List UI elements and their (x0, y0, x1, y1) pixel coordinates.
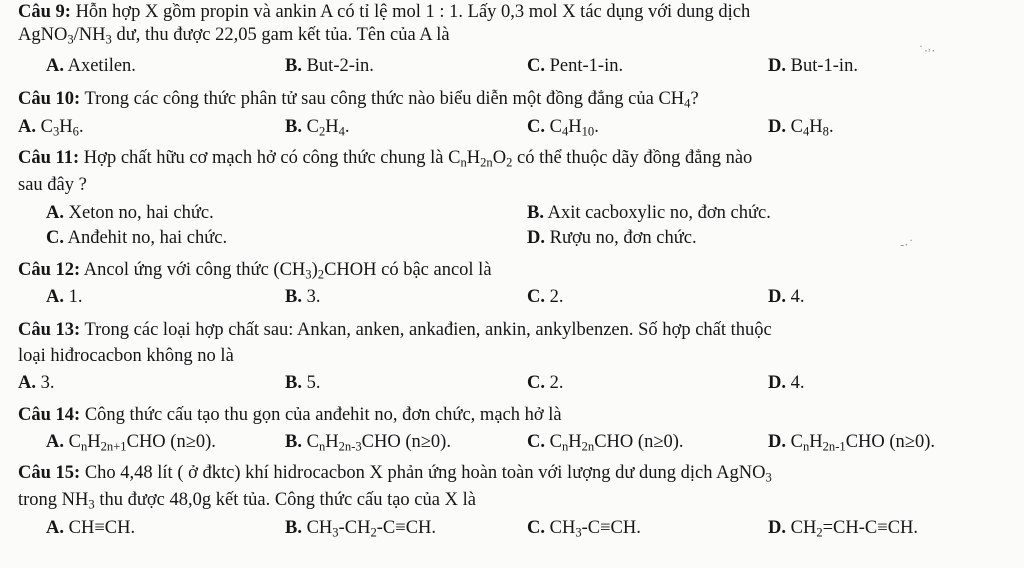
question-15-tag: Câu 15: (18, 463, 81, 483)
question-11-option-c: C. Anđehit no, hai chức. (46, 228, 228, 248)
question-13-option-c: C. 2. (527, 373, 564, 393)
question-12-tag: Câu 12: (18, 260, 81, 280)
question-15-line-1: Câu 15: Cho 4,48 lít ( ở đktc) khí hidrocacbon X phản ứng hoàn toàn với lượng dư dung dịch AgNO$_3$ (18, 463, 772, 485)
question-13-option-b: B. 5. (285, 373, 321, 393)
question-15-option-a: A. CH≡CH. (46, 518, 136, 538)
scan-mark: ‐·˙ (900, 238, 915, 252)
question-11-tag: Câu 11: (18, 148, 80, 168)
question-11-option-d: D. Rượu no, đơn chức. (527, 228, 697, 248)
question-13-tag: Câu 13: (18, 320, 81, 340)
question-12-option-a: A. 1. (46, 287, 83, 307)
question-13-line-2: loại hiđrocacbon không no là (18, 346, 234, 366)
question-15-option-b: B. $CH_3-CH_2-C\equiv CH$. (285, 518, 437, 540)
question-15-option-c: C. $CH_3-C\equiv CH$. (527, 518, 641, 540)
question-13-line-1: Câu 13: Trong các loại hợp chất sau: Ankan, anken, ankađien, ankin, ankylbenzen. Số hợp chất thuộc (18, 320, 772, 340)
question-9-option-d: D. But-1-in. (768, 56, 858, 76)
question-10-tag: Câu 10: (18, 89, 81, 109)
question-14-option-c: C. $C_nH_{2n}CHO$ (n≥0). (527, 432, 684, 454)
question-14-option-a: A. $C_nH_{2n+1}CHO$ (n≥0). (46, 432, 216, 454)
scan-mark: ˙·˒· (918, 44, 936, 58)
question-15-option-d: D. $CH_2=CH-C\equiv CH$. (768, 518, 919, 540)
question-14-option-d: D. $C_nH_{2n-1}CHO$ (n≥0). (768, 432, 935, 454)
question-12-option-d: D. 4. (768, 287, 805, 307)
question-10-option-b: B. $C_2H_4$. (285, 117, 350, 139)
question-11-line-2: sau đây ? (18, 175, 87, 195)
question-12-option-b: B. 3. (285, 287, 321, 307)
question-14-option-b: B. $C_nH_{2n-3}CHO$ (n≥0). (285, 432, 451, 454)
question-11-option-a: A. Xeton no, hai chức. (46, 203, 214, 223)
question-10-option-d: D. $C_4H_8$. (768, 117, 834, 139)
question-9-line-2: $AgNO_3/NH_3$ dư, thu được 22,05 gam kết tủa. Tên của A là (18, 25, 450, 47)
question-9-stem: Hỗn hợp X gồm propin và ankin A có tỉ lệ mol 1 : 1. Lấy 0,3 mol X tác dụng với dung dịch (75, 2, 751, 22)
question-13-option-d: D. 4. (768, 373, 805, 393)
question-15-line-2: trong $NH_3$ thu được 48,0g kết tủa. Công thức cấu tạo của X là (18, 490, 476, 512)
question-10-line-1: Câu 10: Trong các công thức phân tử sau công thức nào biểu diễn một đồng đẳng của $CH_4$? (18, 89, 699, 111)
question-11-option-b: B. Axit cacboxylic no, đơn chức. (527, 203, 771, 223)
question-10-option-c: C. $C_4H_{10}$. (527, 117, 599, 139)
question-11-line-1: Câu 11: Hợp chất hữu cơ mạch hở có công thức chung là $C_nH_{2n}O_2$ có thể thuộc dãy đồng đẳng nào (18, 148, 753, 170)
question-13-option-a: A. 3. (18, 373, 55, 393)
question-9-option-a: A. Axetilen. (46, 56, 136, 76)
question-12-line-1: Câu 12: Ancol ứng với công thức $(CH_3)_2CHOH$ có bậc ancol là (18, 260, 492, 282)
question-9-tag: Câu 9: (18, 2, 71, 22)
question-9-option-c: C. Pent-1-in. (527, 56, 624, 76)
question-9-line-1 (18, 1, 750, 23)
question-9-option-b: B. But-2-in. (285, 56, 374, 76)
question-10-option-a: A. $C_3H_6$. (18, 117, 84, 139)
question-14-tag: Câu 14: (18, 405, 81, 425)
question-14-line-1: Câu 14: Công thức cấu tạo thu gọn của anđehit no, đơn chức, mạch hở là (18, 405, 562, 425)
question-12-option-c: C. 2. (527, 287, 564, 307)
